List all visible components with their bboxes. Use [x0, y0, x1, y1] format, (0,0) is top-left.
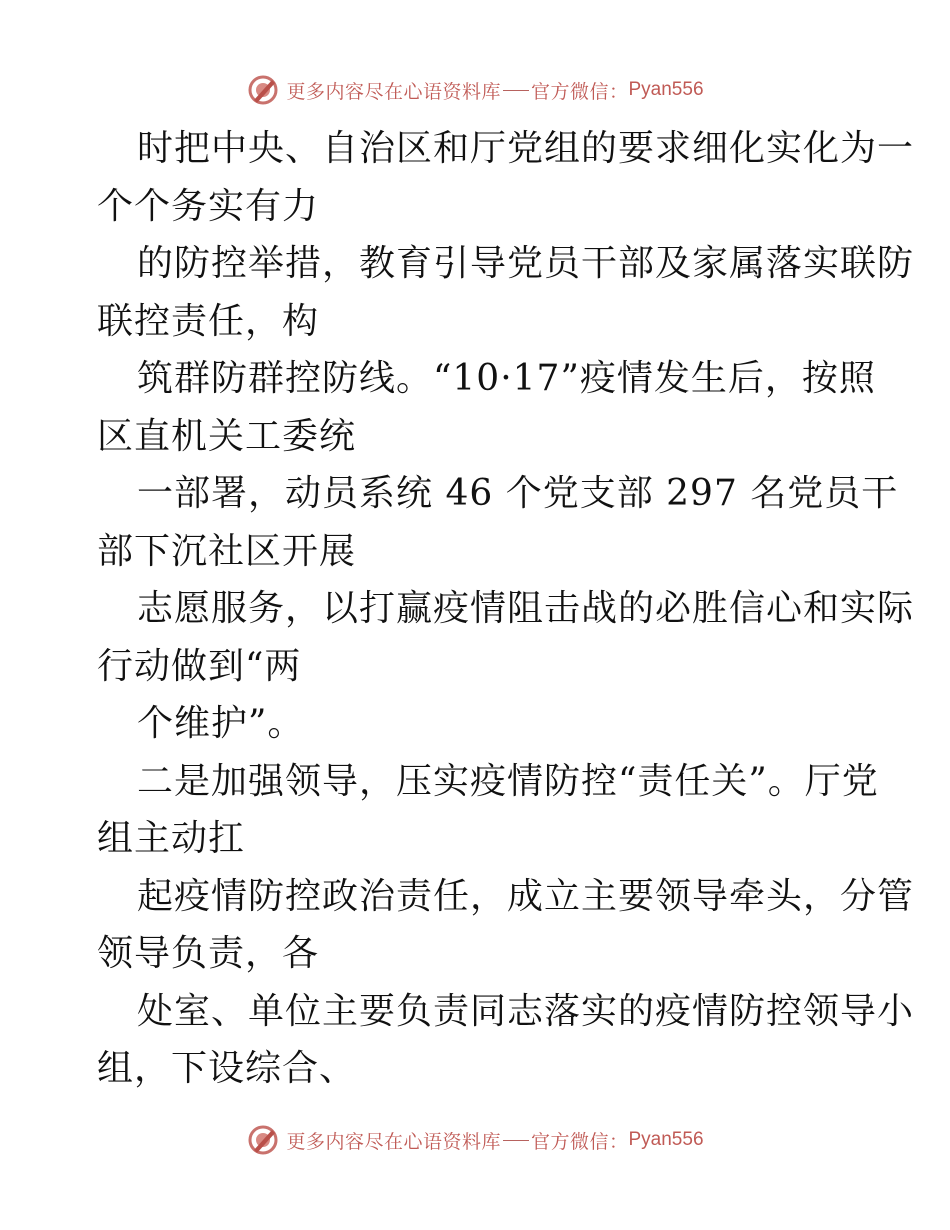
text-line: 组，下设综合、	[97, 1048, 357, 1089]
watermark-dash	[503, 90, 529, 91]
watermark-text: 更多内容尽在心语资料库	[286, 80, 501, 103]
text-line: 领导负责，各	[97, 933, 320, 974]
text-line: 志愿服务，以打赢疫情阻击战的必胜信心和实际	[137, 588, 915, 629]
text-line: 个维护”。	[137, 703, 305, 744]
text-line: 区直机关工委统	[97, 415, 357, 457]
document-body	[97, 120, 915, 1098]
watermark-official: 官方微信：	[530, 1130, 629, 1153]
header-watermark	[0, 70, 950, 110]
watermark-id: Pyan556	[628, 1129, 704, 1150]
text-line: 一部署，动员系统 46 个党支部 297 名党员干	[137, 473, 899, 514]
footer-watermark	[0, 1120, 950, 1160]
text-line: 的防控举措，教育引导党员干部及家属落实联防	[137, 243, 915, 284]
text-line: 处室、单位主要负责同志落实的疫情防控领导小	[137, 990, 915, 1032]
watermark-text: 更多内容尽在心语资料库	[286, 1130, 501, 1153]
text-line: 联控责任，构	[97, 300, 320, 342]
pen-logo-icon	[246, 1123, 280, 1157]
text-line: 行动做到“两	[97, 645, 302, 687]
watermark-official: 官方微信：	[530, 80, 629, 103]
text-line: 组主动扛	[97, 818, 246, 859]
watermark-dash	[503, 1140, 529, 1141]
text-line: 时把中央、自治区和厅党组的要求细化实化为一	[137, 128, 915, 169]
text-line: 二是加强领导，压实疫情防控“责任关”。厅党	[137, 760, 879, 802]
text-line: 部下沉社区开展	[97, 530, 357, 572]
text-line: 起疫情防控政治责任，成立主要领导牵头，分管	[137, 875, 915, 917]
text-line: 筑群防群控防线。“10·17”疫情发生后，按照	[137, 358, 876, 399]
pen-logo-icon	[246, 73, 280, 107]
watermark-id: Pyan556	[628, 79, 704, 100]
text-line: 个个务实有力	[97, 185, 320, 227]
